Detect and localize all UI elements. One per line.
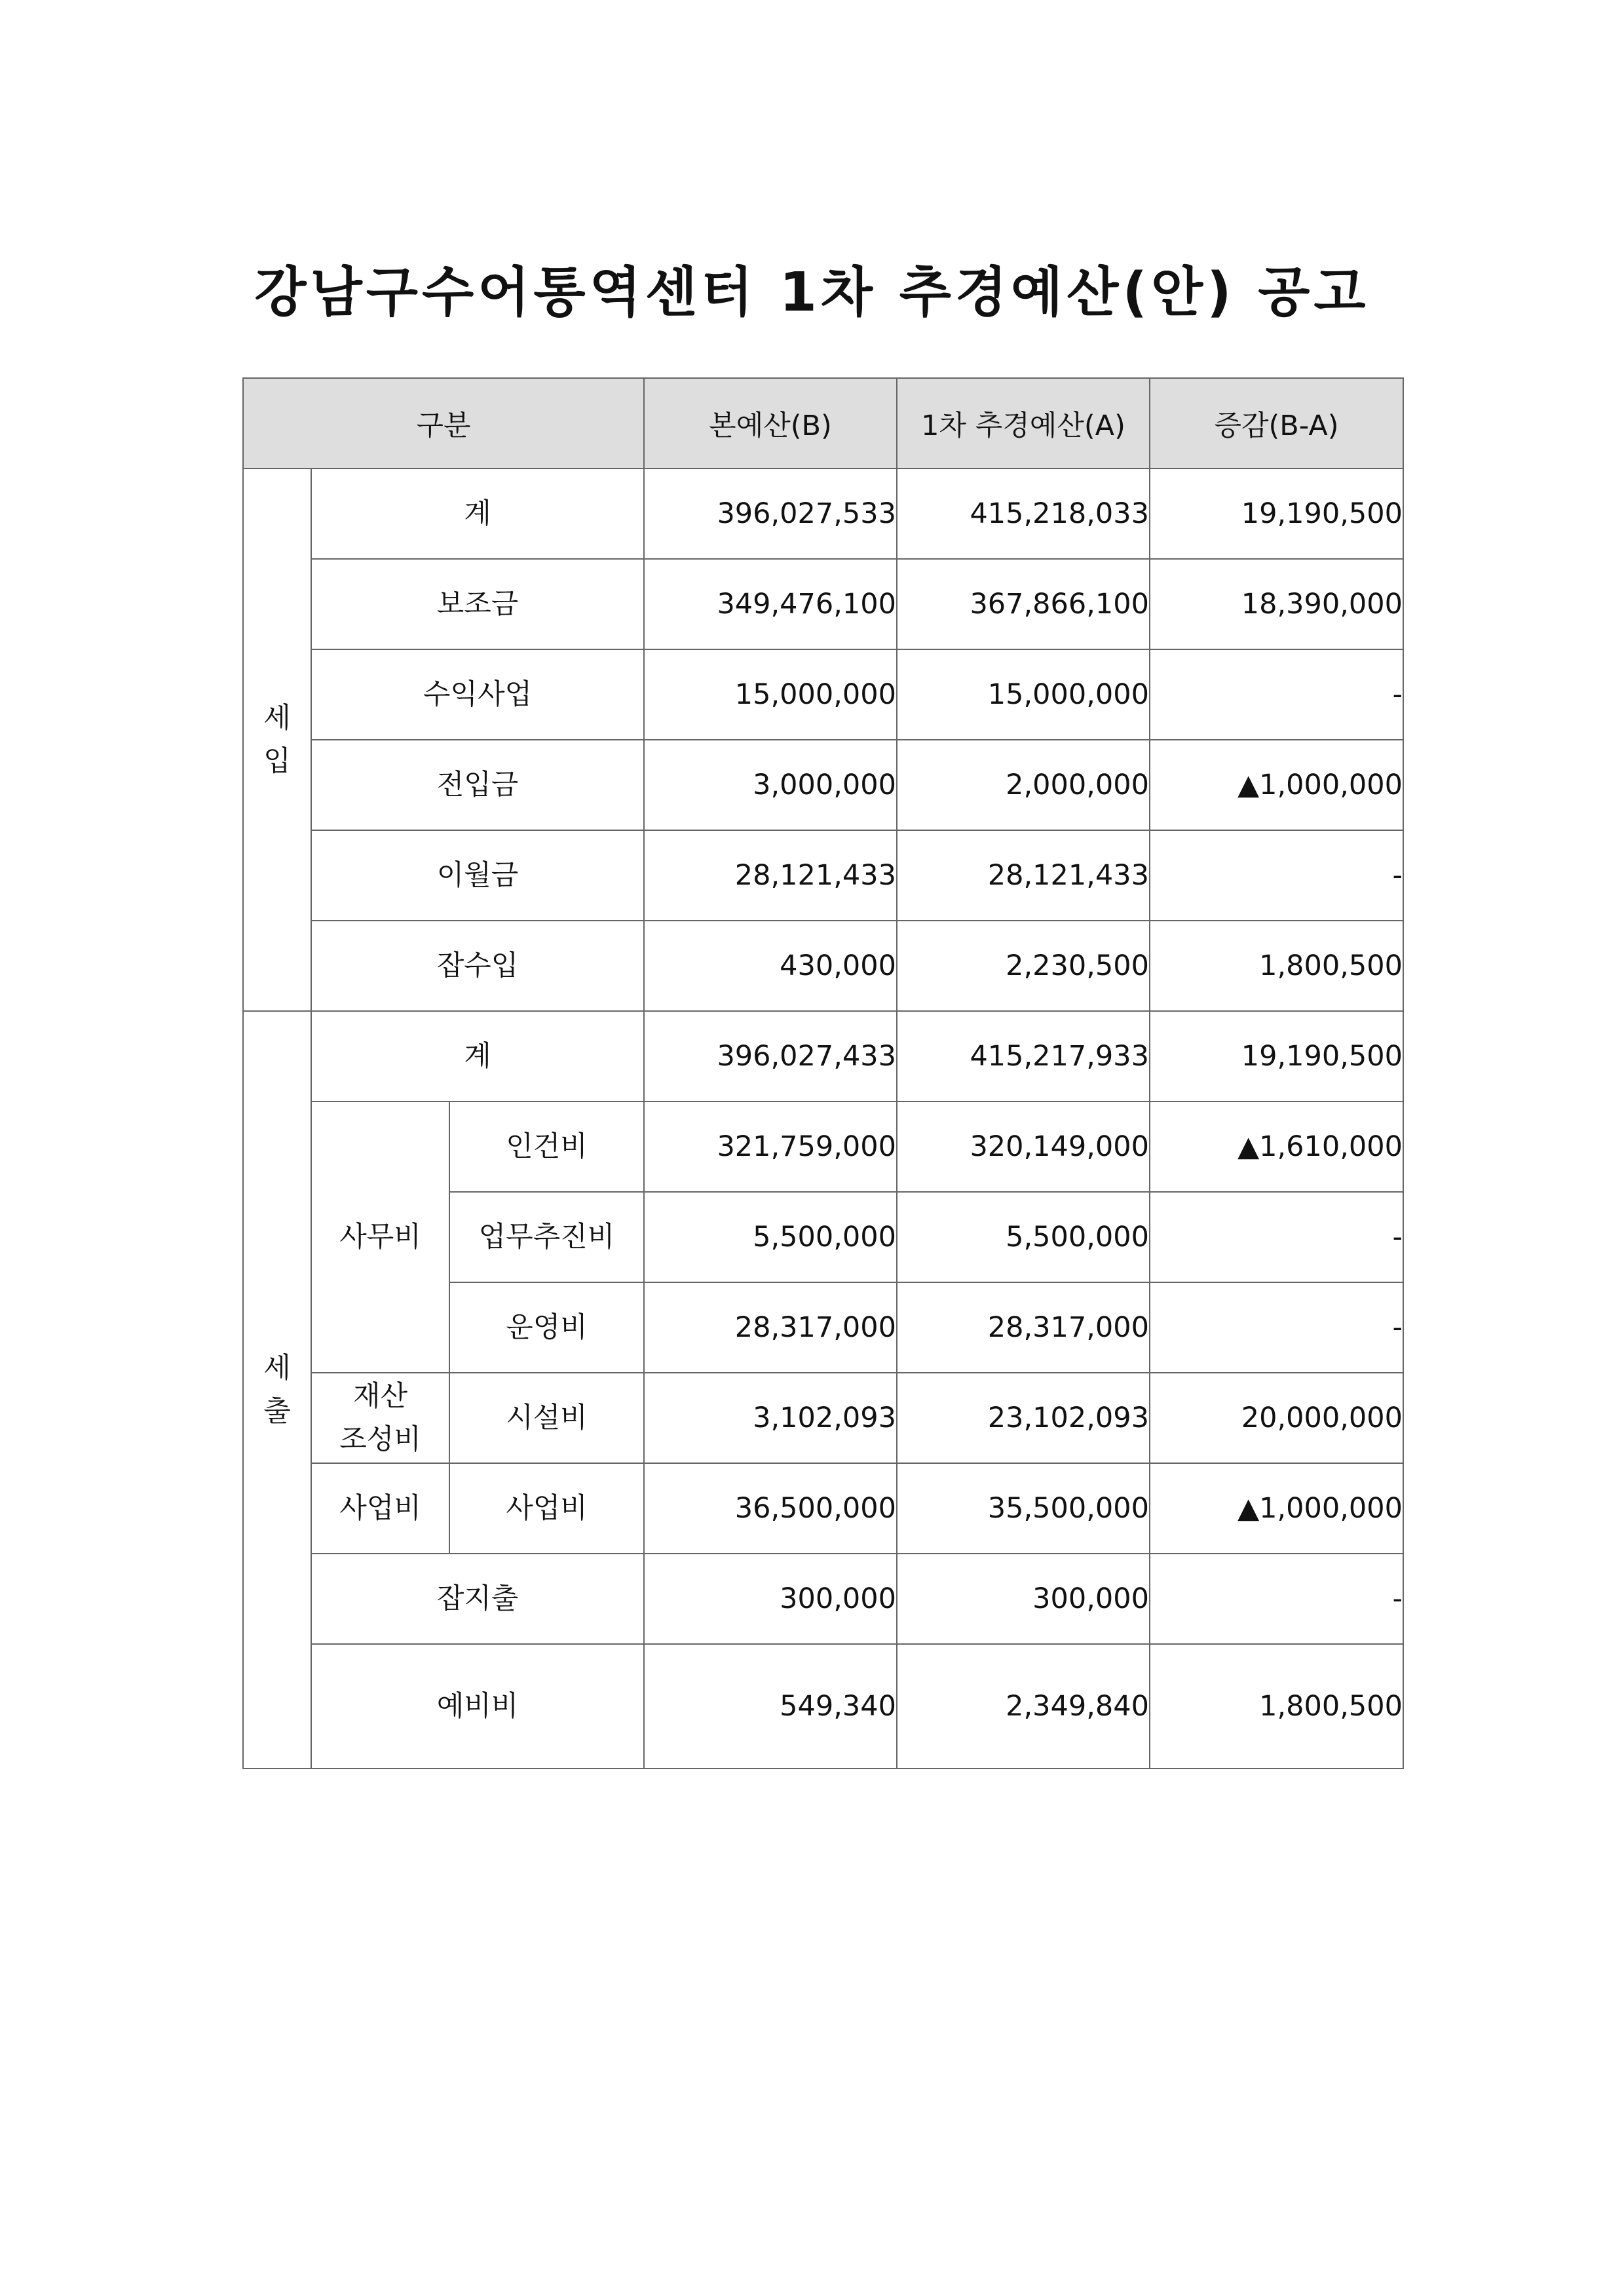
revised-value: 300,000	[897, 1554, 1150, 1644]
change-value: ▲1,610,000	[1150, 1101, 1403, 1192]
header-revised-budget: 1차 추경예산(A)	[897, 378, 1150, 469]
change-value: 1,800,500	[1150, 921, 1403, 1011]
base-value: 396,027,533	[644, 469, 897, 559]
revised-value: 15,000,000	[897, 649, 1150, 740]
expenditure-section-line2: 출	[263, 1395, 291, 1428]
row-label: 이월금	[311, 830, 644, 921]
row-label: 시설비	[449, 1373, 644, 1463]
row-label: 잡지출	[311, 1554, 644, 1644]
base-value: 430,000	[644, 921, 897, 1011]
table-row	[243, 1011, 1403, 1101]
change-value: 1,800,500	[1150, 1644, 1403, 1769]
base-value: 28,121,433	[644, 830, 897, 921]
group-label-asset-line1: 재산	[352, 1380, 408, 1413]
revised-value: 28,121,433	[897, 830, 1150, 921]
base-value: 28,317,000	[644, 1282, 897, 1373]
group-label-asset-line2: 조성비	[339, 1423, 421, 1456]
row-label: 잡수입	[311, 921, 644, 1011]
group-label-asset	[311, 1373, 449, 1463]
revenue-section-label	[243, 469, 311, 1011]
row-label: 인건비	[449, 1101, 644, 1192]
change-value: 20,000,000	[1150, 1373, 1403, 1463]
table-row	[243, 469, 1403, 559]
revised-value: 28,317,000	[897, 1282, 1150, 1373]
budget-table	[242, 377, 1404, 1769]
base-value: 549,340	[644, 1644, 897, 1769]
table-row	[243, 1644, 1403, 1769]
row-label: 업무추진비	[449, 1192, 644, 1282]
table-row	[243, 1463, 1403, 1554]
header-base-budget: 본예산(B)	[644, 378, 897, 469]
row-label: 예비비	[311, 1644, 644, 1769]
revised-value: 367,866,100	[897, 559, 1150, 649]
header-category: 구분	[243, 378, 644, 469]
header-change: 증감(B-A)	[1150, 378, 1403, 469]
revenue-section-line1: 세	[263, 702, 291, 735]
revised-value: 5,500,000	[897, 1192, 1150, 1282]
table-row	[243, 559, 1403, 649]
row-label: 계	[311, 469, 644, 559]
revised-value: 35,500,000	[897, 1463, 1150, 1554]
change-value: ▲1,000,000	[1150, 740, 1403, 830]
base-value: 396,027,433	[644, 1011, 897, 1101]
base-value: 15,000,000	[644, 649, 897, 740]
change-value: -	[1150, 1192, 1403, 1282]
revised-value: 2,000,000	[897, 740, 1150, 830]
expenditure-section-line1: 세	[263, 1352, 291, 1385]
base-value: 3,102,093	[644, 1373, 897, 1463]
revised-value: 415,218,033	[897, 469, 1150, 559]
change-value: -	[1150, 649, 1403, 740]
revised-value: 415,217,933	[897, 1011, 1150, 1101]
row-label: 전입금	[311, 740, 644, 830]
revenue-section-line2: 입	[263, 745, 291, 778]
revised-value: 2,349,840	[897, 1644, 1150, 1769]
change-value: 19,190,500	[1150, 1011, 1403, 1101]
change-value: -	[1150, 1554, 1403, 1644]
base-value: 321,759,000	[644, 1101, 897, 1192]
change-value: 18,390,000	[1150, 559, 1403, 649]
table-row	[243, 740, 1403, 830]
header-row	[243, 378, 1403, 469]
table-row	[243, 1101, 1403, 1192]
row-label: 운영비	[449, 1282, 644, 1373]
row-label: 보조금	[311, 559, 644, 649]
group-label-project: 사업비	[311, 1463, 449, 1554]
base-value: 349,476,100	[644, 559, 897, 649]
group-label-office: 사무비	[311, 1101, 449, 1373]
change-value: 19,190,500	[1150, 469, 1403, 559]
change-value: -	[1150, 830, 1403, 921]
base-value: 300,000	[644, 1554, 897, 1644]
expenditure-section-label	[243, 1011, 311, 1769]
revised-value: 320,149,000	[897, 1101, 1150, 1192]
page-title: 강남구수어통역센터 1차 추경예산(안) 공고	[254, 261, 1370, 324]
table-row	[243, 1373, 1403, 1463]
row-label: 계	[311, 1011, 644, 1101]
table-row	[243, 649, 1403, 740]
change-value: ▲1,000,000	[1150, 1463, 1403, 1554]
base-value: 36,500,000	[644, 1463, 897, 1554]
revised-value: 2,230,500	[897, 921, 1150, 1011]
row-label: 수익사업	[311, 649, 644, 740]
base-value: 5,500,000	[644, 1192, 897, 1282]
base-value: 3,000,000	[644, 740, 897, 830]
change-value: -	[1150, 1282, 1403, 1373]
revised-value: 23,102,093	[897, 1373, 1150, 1463]
row-label: 사업비	[449, 1463, 644, 1554]
table-row	[243, 1554, 1403, 1644]
table-row	[243, 830, 1403, 921]
table-row	[243, 921, 1403, 1011]
